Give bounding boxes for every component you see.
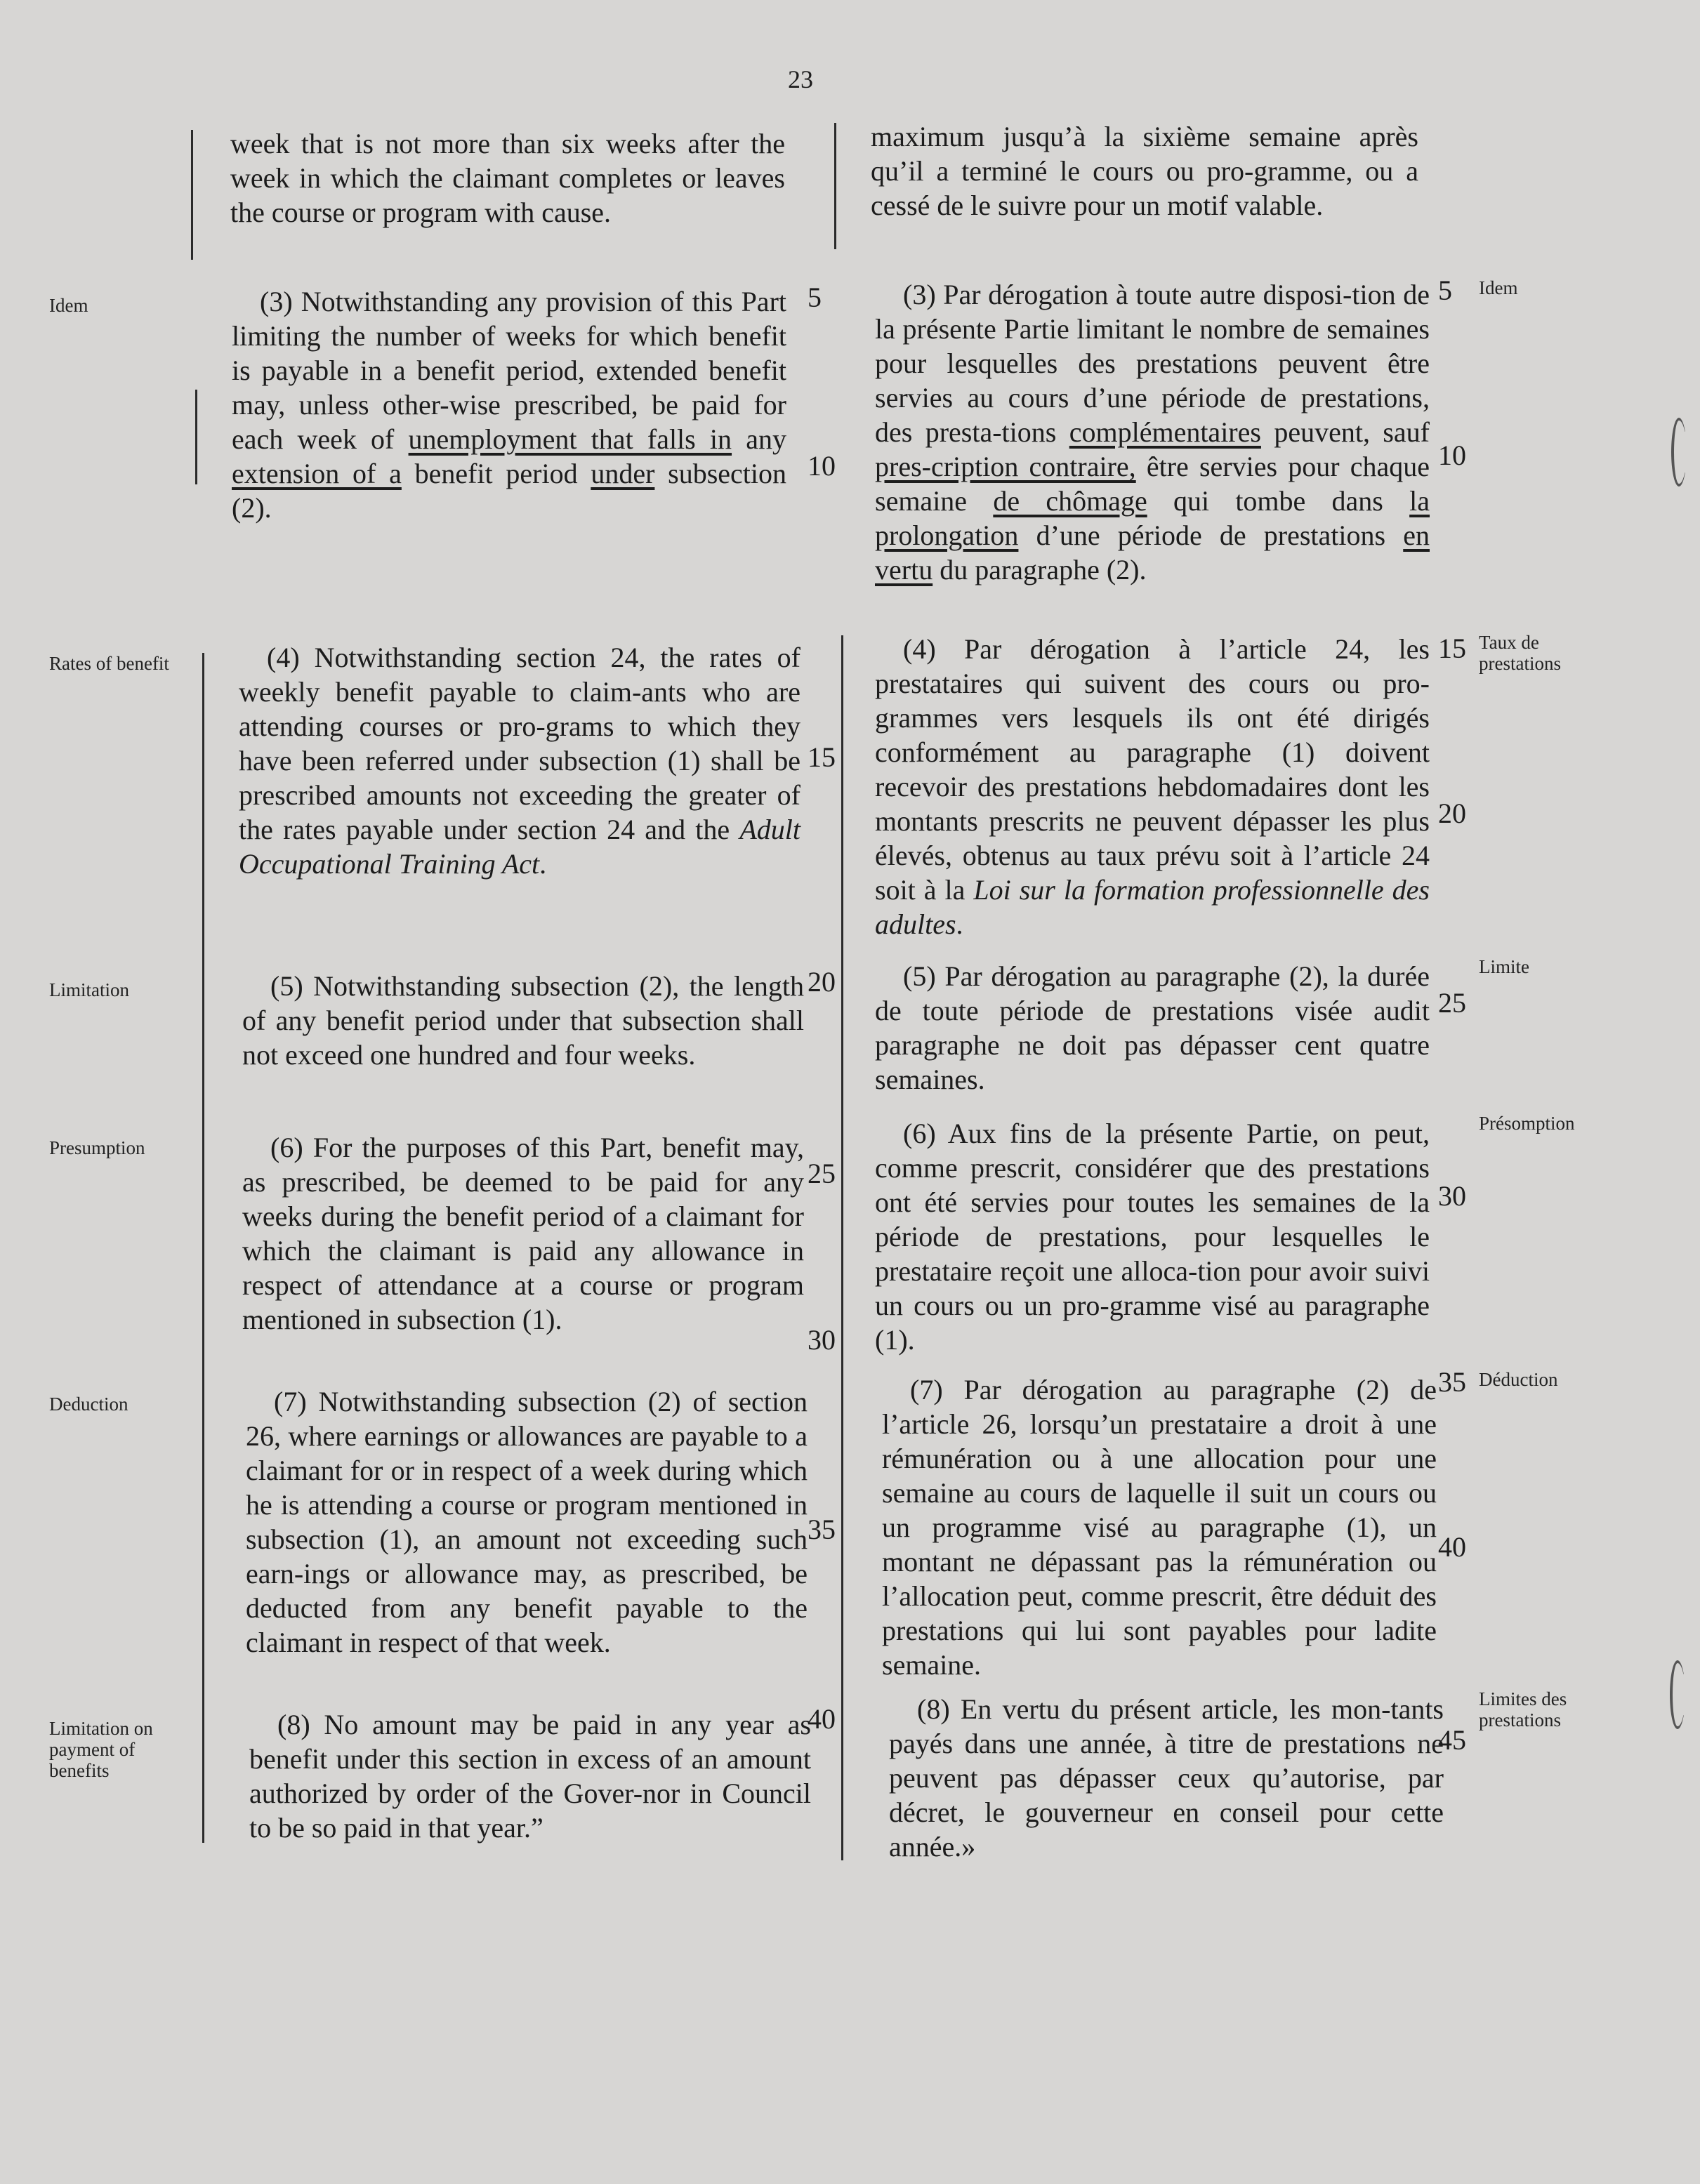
margin-note-limitation: Limitation: [49, 979, 129, 1000]
change-bar: [202, 653, 204, 1843]
paragraph-3-en: (3) Notwithstanding any provision of this Part limiting the number of weeks for which benefit is payable in a benefit period, extended benefit may, unless other-wise prescribed, be paid for each week of unemployment that falls in any extension of a benefit period under subsection (2).: [232, 286, 786, 524]
line-number: 25: [808, 1158, 836, 1189]
line-number: 35: [1438, 1366, 1466, 1398]
line-number: 35: [808, 1514, 836, 1545]
amendment-underline: under: [591, 458, 655, 489]
paragraph-3-fr: (3) Par dérogation à toute autre disposi-tion de la présente Partie limitant le nombre de semaines pour lesquelles des prestations peuvent être servies au cours d’une période de prestations, des presta-tions complémentaires peuvent, sauf pres-cription contraire, être servies pour chaque semaine de chômage qui tombe dans la prolongation d’une période de prestations en vertu du paragraphe (2).: [875, 279, 1430, 585]
margin-note-limites-des-prestations: Limites des prestations: [1479, 1688, 1567, 1730]
line-number: 15: [1438, 633, 1466, 664]
line-number: 30: [808, 1324, 836, 1356]
change-bar: [841, 635, 843, 1860]
margin-note-idem-fr: Idem: [1479, 277, 1518, 298]
binding-hole-mark: [1671, 418, 1687, 487]
line-number: 10: [1438, 439, 1466, 471]
line-number: 5: [808, 282, 822, 313]
paragraph-5-en: (5) Notwithstanding subsection (2), the length of any benefit period under that subsection shall not exceed one hundred and four weeks.: [242, 970, 804, 1071]
page-number: 23: [788, 65, 813, 93]
change-bar: [195, 390, 197, 484]
binding-hole-mark: [1670, 1660, 1685, 1729]
paragraph-4-fr: (4) Par dérogation à l’article 24, les prestataires qui suivent des cours ou pro-grammes vers lesquels ils ont été dirigés conformément au paragraphe (1) doivent recevoir des prestations hebdomadaires dont les montants prescrits ne peuvent dépasser les plus élevés, obtenus au taux prévu soit à l’article 24 soit à la Loi sur la formation professionnelle des adultes.: [875, 633, 1430, 940]
line-number: 25: [1438, 987, 1466, 1019]
margin-note-taux-de-prestations: Taux de prestations: [1479, 632, 1561, 674]
line-number: 30: [1438, 1180, 1466, 1212]
change-bar: [834, 123, 836, 249]
paragraph-5-fr: (5) Par dérogation au paragraphe (2), la durée de toute période de prestations visée audit paragraphe ne doit pas dépasser cent quatre semaines.: [875, 960, 1430, 1095]
margin-note-rates-of-benefit: Rates of benefit: [49, 653, 169, 674]
line-number: 45: [1438, 1724, 1466, 1756]
line-number: 10: [808, 450, 836, 482]
amendment-underline: extension of a: [232, 458, 402, 489]
paragraph-6-en: (6) For the purposes of this Part, benefit may, as prescribed, be deemed to be paid for any weeks during the benefit period of a claimant for which the claimant is paid any allowance in respect of attendance at a course or program mentioned in subsection (1).: [242, 1132, 804, 1335]
amendment-underline: unemployment that falls in: [408, 423, 732, 455]
paragraph-8-en: (8) No amount may be paid in any year as benefit under this section in excess of an amount authorized by order of the Gover-nor in Council to be so paid in that year.”: [249, 1709, 811, 1844]
change-bar: [191, 130, 193, 260]
line-number: 40: [808, 1703, 836, 1735]
margin-note-presumption: Presumption: [49, 1137, 145, 1158]
amendment-underline: complémentaires: [1069, 416, 1261, 448]
margin-note-limite: Limite: [1479, 956, 1529, 977]
margin-note-idem-en: Idem: [49, 295, 88, 316]
paragraph-continuation-en: week that is not more than six weeks after the week in which the claimant completes or leaves the course or program with cause.: [230, 128, 785, 228]
margin-note-deduction: Deduction: [49, 1394, 129, 1415]
amendment-underline: la prolongation: [875, 485, 1430, 551]
margin-note-deduction-fr: Déduction: [1479, 1369, 1558, 1390]
paragraph-6-fr: (6) Aux fins de la présente Partie, on peut, comme prescrit, considérer que des prestations ont été servies pour toutes les semaines de la période de prestations, pour lesquelles le prestataire reçoit une alloca-tion pour avoir suivi un cours ou un pro-gramme visé au paragraphe (1).: [875, 1118, 1430, 1356]
paragraph-7-en: (7) Notwithstanding subsection (2) of section 26, where earnings or allowances are payable to a claimant for or in respect of a week during which he is attending a course or program mentioned in subsection (1), an amount not exceeding such earn-ings or allowance may, as prescribed, be deducted from any benefit payable to the claimant in respect of that week.: [246, 1386, 808, 1658]
paragraph-8-fr: (8) En vertu du présent article, les mon-tants payés dans une année, à titre de prestations ne peuvent pas dépasser ceux qu’autorise, par décret, le gouverneur en conseil pour cette année.»: [889, 1693, 1444, 1862]
paragraph-4-en: (4) Notwithstanding section 24, the rates of weekly benefit payable to claim-ants who are attending courses or pro-grams to which they have been referred under subsection (1) shall be prescribed amounts not exceeding the greater of the rates payable under section 24 and the Adult Occupational Training Act.: [239, 642, 800, 880]
paragraph-continuation-fr: maximum jusqu’à la sixième semaine après qu’il a terminé le cours ou pro-gramme, ou a cessé de le suivre pour un motif valable.: [871, 121, 1418, 221]
line-number: 5: [1438, 274, 1452, 306]
amendment-underline: de chômage: [993, 485, 1147, 517]
line-number: 20: [808, 966, 836, 998]
line-number: 20: [1438, 798, 1466, 829]
line-number: 40: [1438, 1531, 1466, 1563]
amendment-underline: pres-cription contraire,: [875, 451, 1136, 482]
amendment-underline: en vertu: [875, 519, 1430, 585]
margin-note-presomption: Présomption: [1479, 1113, 1575, 1134]
margin-note-limitation-on-payment: Limitation on payment of benefits: [49, 1718, 153, 1781]
line-number: 15: [808, 741, 836, 773]
paragraph-7-fr: (7) Par dérogation au paragraphe (2) de l’article 26, lorsqu’un prestataire a droit à une rémunération ou à une allocation pour une semaine au cours de laquelle il suit un cours ou un programme visé au paragraphe (1), un montant ne dépassant pas la rémunération ou l’allocation peut, comme prescrit, être déduit des prestations qui lui sont payables pour ladite semaine.: [882, 1374, 1437, 1681]
